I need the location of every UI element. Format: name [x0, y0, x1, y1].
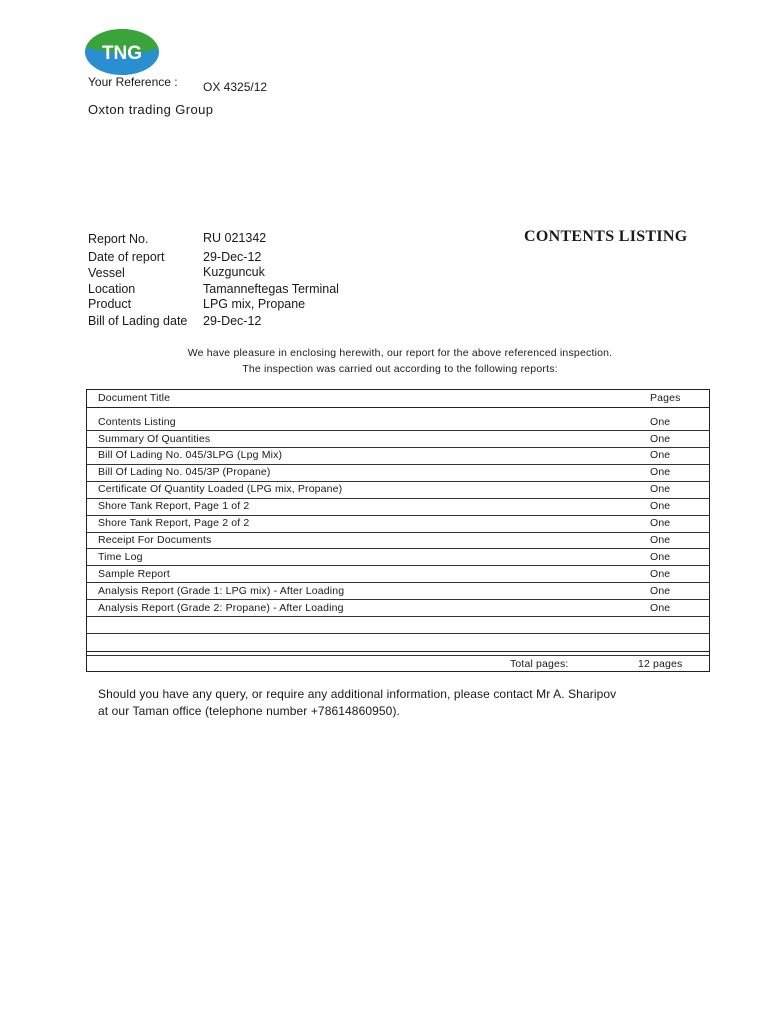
row-title: Bill Of Lading No. 045/3LPG (Lpg Mix): [98, 449, 283, 461]
row-title: Certificate Of Quantity Loaded (LPG mix, Propane): [98, 483, 343, 495]
row-title: Analysis Report (Grade 2: Propane) - After Loading: [98, 602, 344, 614]
row-pages: One: [650, 585, 671, 597]
row-pages: One: [650, 534, 671, 546]
header-document-title: Document Title: [98, 392, 171, 404]
row-title: Sample Report: [98, 568, 170, 580]
row-pages: One: [650, 449, 671, 461]
row-pages: One: [650, 500, 671, 512]
row-title: Summary Of Quantities: [98, 433, 211, 445]
info-label-report-no: Report No.: [88, 232, 149, 246]
info-value-vessel: Kuzguncuk: [203, 265, 265, 279]
row-pages: One: [650, 416, 671, 428]
client-name: Oxton trading Group: [88, 102, 214, 117]
info-label-product: Product: [88, 297, 132, 311]
row-title: Time Log: [98, 551, 143, 563]
info-label-vessel: Vessel: [88, 266, 125, 280]
row-pages: One: [650, 483, 671, 495]
logo-text: TNG: [101, 43, 143, 64]
row-pages: One: [650, 602, 671, 614]
info-value-product: LPG mix, Propane: [203, 297, 306, 311]
row-pages: One: [650, 568, 671, 580]
row-title: Shore Tank Report, Page 2 of 2: [98, 517, 250, 529]
reference-label: Your Reference :: [88, 75, 178, 89]
company-logo: [84, 28, 160, 76]
total-pages-value: 12 pages: [638, 658, 683, 670]
row-title: Analysis Report (Grade 1: LPG mix) - After Loading: [98, 585, 345, 597]
intro-line-1: We have pleasure in enclosing herewith, our report for the above referenced inspection.: [187, 347, 613, 359]
row-pages: One: [650, 466, 671, 478]
row-pages: One: [650, 517, 671, 529]
row-title: Receipt For Documents: [98, 534, 212, 546]
row-pages: One: [650, 433, 671, 445]
reference-value: OX 4325/12: [203, 80, 268, 94]
info-label-bl-date: Bill of Lading date: [88, 314, 188, 328]
documents-table: [86, 389, 710, 672]
row-title: Bill Of Lading No. 045/3P (Propane): [98, 466, 271, 478]
info-value-report-no: RU 021342: [203, 231, 267, 245]
total-pages-label: Total pages:: [510, 658, 569, 670]
contact-line-2: at our Taman office (telephone number +78614860950).: [98, 704, 400, 718]
header-pages: Pages: [650, 392, 681, 404]
document-title: CONTENTS LISTING: [524, 228, 688, 245]
info-value-bl-date: 29-Dec-12: [203, 314, 262, 328]
row-pages: One: [650, 551, 671, 563]
info-label-location: Location: [88, 282, 136, 296]
info-label-date: Date of report: [88, 250, 165, 264]
contact-line-1: Should you have any query, or require any additional information, please contact Mr A. Sharipov: [98, 687, 617, 701]
row-title: Contents Listing: [98, 416, 176, 428]
row-title: Shore Tank Report, Page 1 of 2: [98, 500, 250, 512]
info-value-location: Tamanneftegas Terminal: [203, 282, 339, 296]
info-value-date: 29-Dec-12: [203, 250, 262, 264]
intro-line-2: The inspection was carried out according to the following reports:: [242, 363, 558, 375]
